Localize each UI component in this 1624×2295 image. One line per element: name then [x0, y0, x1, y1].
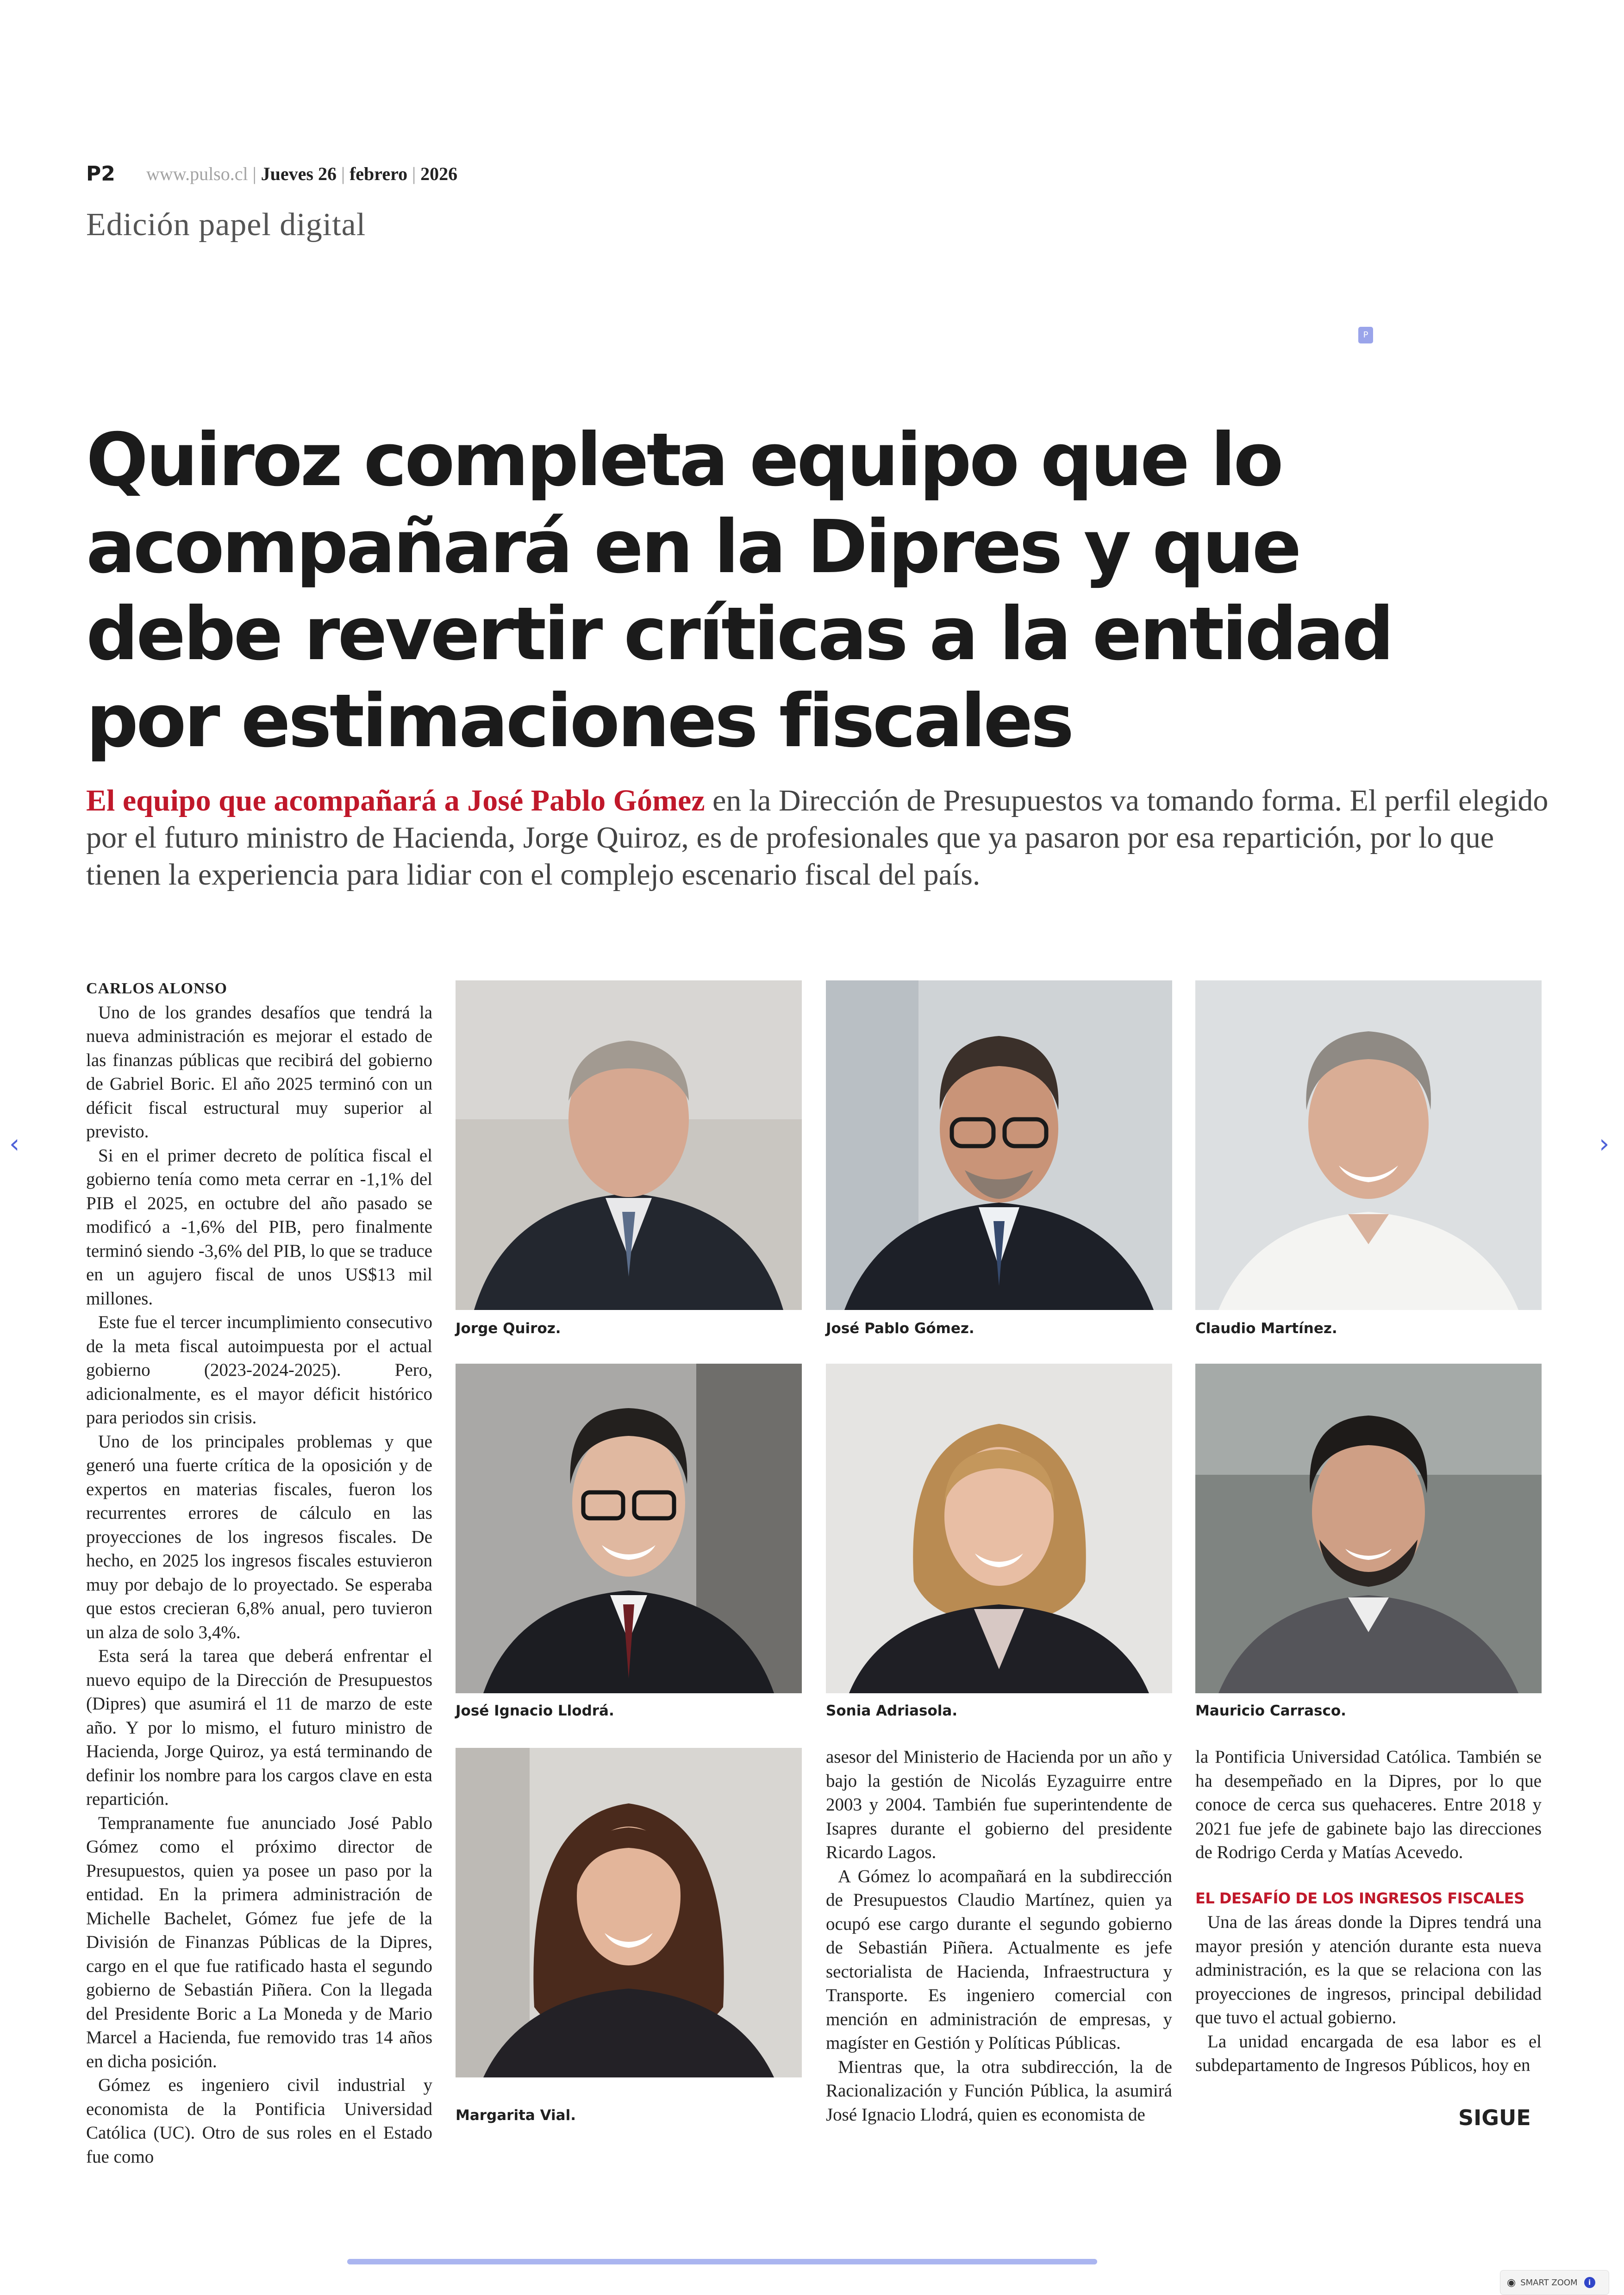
paragraph: La unidad encargada de esa labor es el subdepartamento de Ingresos Públicos, hoy en — [1195, 2031, 1542, 2075]
eye-icon: ◉ — [1507, 2276, 1516, 2289]
headline: Quiroz completa equipo que lo acompañará en la Dipres y que debe revertir críticas a la entidad por estimaciones fiscales — [86, 418, 1392, 764]
article-column-1 — [86, 977, 432, 2169]
paragraph: Una de las áreas donde la Dipres tendrá una mayor presión y atención durante esta nueva administración, es la que se relaciona con las proyecciones de ingresos, principal debilidad que tuvo el actual gobierno. — [1195, 1912, 1542, 2027]
page-scrollbar-thumb[interactable] — [347, 2259, 1097, 2264]
article-column-3 — [1195, 1745, 1542, 2077]
deck-rest: en la Dirección de Presupuestos va tomando forma. El perfil elegido por el futuro ministro de Hacienda, Jorge Quiroz, es de profesionales que ya pasaron por esa repartición, por lo que tienen la experiencia para lidiar con el complejo escenario fiscal del país. — [86, 784, 1549, 892]
photo-mauricio-carrasco — [1195, 1364, 1542, 1693]
paragraph: Esta será la tarea que deberá enfrentar el nuevo equipo de la Dirección de Presupuestos (Dipres) que asumirá el 11 de marzo de este año. Y por lo mismo, el futuro ministro de Hacienda, Jorge Quiroz, ya está terminando de definir los nombre para los cargos clave en esta repartición. — [86, 1646, 432, 1809]
paragraph: Uno de los principales problemas y que generó una fuerte crítica de la oposición y de expertos en materias fiscales, fueron los recurrentes errores de cálculo en las proyecciones de los ingresos fiscales. De hecho, en 2025 los ingresos fiscales estuvieron muy por debajo de lo proyectado. Se esperaba que estos crecieran 6,8% anual, pero tuvieron un alza de solo 3,4%. — [86, 1431, 432, 1642]
smart-zoom-label: SMART ZOOM — [1520, 2277, 1578, 2288]
paragraph: Este fue el tercer incumplimiento consecutivo de la meta fiscal autoimpuesta por el actual gobierno (2023-2024-2025). Pero, adicionalmente, es el mayor déficit histórico para periodos sin crisis. — [86, 1312, 432, 1428]
separator: | — [341, 163, 345, 184]
photo-caption: Sonia Adriasola. — [826, 1703, 958, 1719]
photo-jorge-quiroz — [456, 980, 802, 1310]
photo-caption: Jorge Quiroz. — [456, 1320, 561, 1337]
separator: | — [252, 163, 256, 184]
photo-caption: Margarita Vial. — [456, 2107, 576, 2124]
paragraph: Mientras que, la otra subdirección, la de Racionalización y Función Pública, la asumirá José Ignacio Llodrá, quien es economista de — [826, 2057, 1172, 2125]
paragraph: Gómez es ingeniero civil industrial y economista de la Pontificia Universidad Católica (UC). Otro de sus roles en el Estado fue como — [86, 2075, 432, 2167]
previous-page-icon[interactable]: ‹ — [9, 1129, 20, 1159]
paragraph: A Gómez lo acompañará en la subdirección de Presupuestos Claudio Martínez, quien ya ocupó ese cargo durante el segundo gobierno de Sebastián Piñera. Actualmente es jefe sectorialista de Hacienda, Infraestructura y Transporte. Es ingeniero comercial con mención en administración de empresas, y magíster en Gestión y Políticas Públicas. — [826, 1866, 1172, 2053]
photo-caption: José Pablo Gómez. — [826, 1320, 974, 1337]
separator: | — [412, 163, 416, 184]
paragraph: Si en el primer decreto de política fiscal el gobierno tenía como meta cerrar en -1,1% del PIB el 2025, en octubre del año pasado se modificó a -1,6% del PIB, pero finalmente terminó siendo -3,6% del PIB, lo que se traduce en un agujero fiscal de unos US$13 mil millones. — [86, 1145, 432, 1309]
site-url[interactable]: www.pulso.cl — [146, 163, 248, 184]
smart-zoom-button[interactable] — [1500, 2270, 1609, 2295]
next-page-icon[interactable]: › — [1599, 1129, 1610, 1159]
article-column-2 — [826, 1745, 1172, 2127]
dateline — [146, 163, 457, 185]
byline: CARLOS ALONSO — [86, 980, 227, 997]
deck-lead: El equipo que acompañará a José Pablo Gómez — [86, 784, 705, 817]
paragraph: asesor del Ministerio de Hacienda por un año y bajo la gestión de Nicolás Eyzaguirre entre 2003 y 2004. También fue superintendente de Isapres durante el gobierno del presidente Ricardo Lagos. — [826, 1747, 1172, 1862]
photo-caption: Mauricio Carrasco. — [1195, 1703, 1346, 1719]
photo-jose-pablo-gomez — [826, 980, 1172, 1310]
page-marker-icon[interactable]: P — [1358, 327, 1373, 343]
edition-label: Edición papel digital — [86, 207, 366, 243]
date-day: Jueves 26 — [261, 163, 337, 184]
paragraph: la Pontificia Universidad Católica. También se ha desempeñado en la Dipres, por lo que conoce de cerca sus quehaceres. Entre 2018 y 2021 fue jefe de gabinete bajo las direcciones de Rodrigo Cerda y Matías Acevedo. — [1195, 1747, 1542, 1862]
info-icon[interactable]: i — [1584, 2277, 1595, 2288]
photo-sonia-adriasola — [826, 1364, 1172, 1693]
photo-claudio-martinez — [1195, 980, 1542, 1310]
paragraph: Tempranamente fue anunciado José Pablo Gómez como el próximo director de Presupuestos, quien ya posee un paso por la entidad. En la primera administración de Michelle Bachelet, Gómez fue jefe de la División de Finanzas Públicas de la Dipres, cargo en el que fue ratificado hasta el segundo gobierno de Sebastián Piñera. Con la llegada del Presidente Boric a La Moneda y de Mario Marcel a Hacienda, fue removido tras 14 años en dicha posición. — [86, 1813, 432, 2071]
paragraph: Uno de los grandes desafíos que tendrá la nueva administración es mejorar el estado de las finanzas públicas que recibirá del gobierno de Gabriel Boric. El año 2025 terminó con un déficit fiscal estructural muy superior al previsto. — [86, 1002, 432, 1141]
continue-label: SIGUE — [1458, 2105, 1531, 2130]
photo-caption: Claudio Martínez. — [1195, 1320, 1337, 1337]
date-month: febrero — [349, 163, 408, 184]
deck — [86, 782, 1549, 893]
page-number: P2 — [86, 162, 115, 186]
section-subhead: EL DESAFÍO DE LOS INGRESOS FISCALES — [1195, 1889, 1524, 1907]
photo-margarita-vial — [456, 1748, 802, 2077]
photo-jose-ignacio-llodra — [456, 1364, 802, 1693]
date-year: 2026 — [420, 163, 458, 184]
photo-caption: José Ignacio Llodrá. — [456, 1703, 614, 1719]
